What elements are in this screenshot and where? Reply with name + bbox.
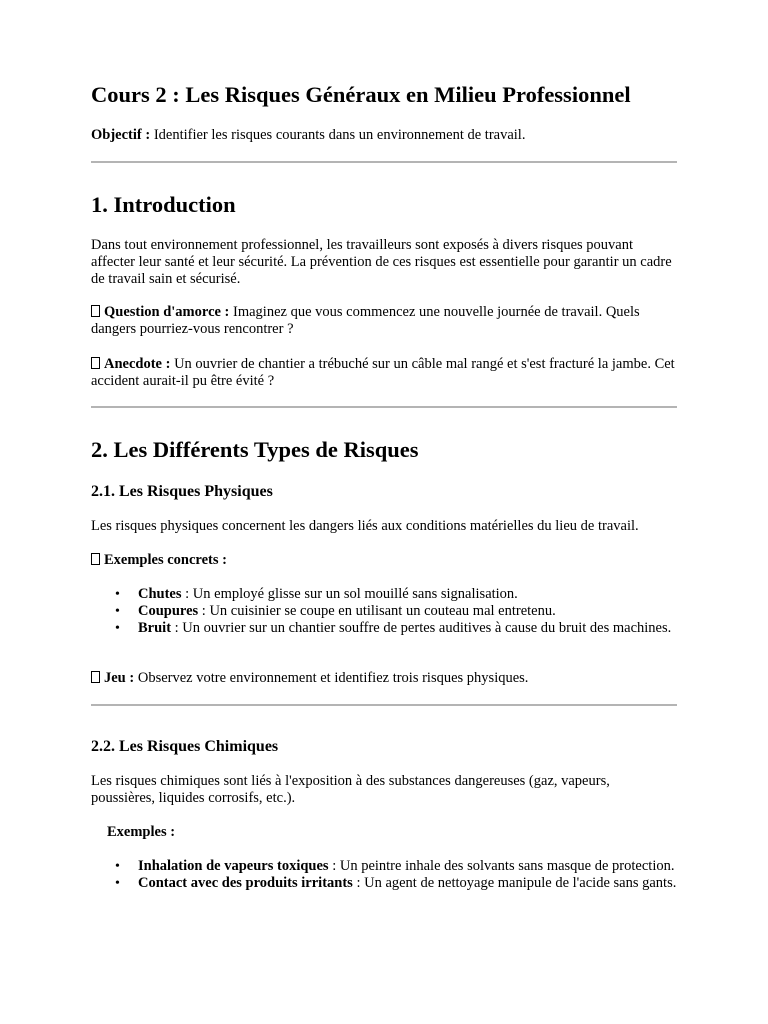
- objective-line: [91, 127, 677, 144]
- section-divider: [91, 161, 677, 163]
- question-label: Question d'amorce :: [104, 304, 230, 320]
- list-item-term: Bruit: [138, 620, 172, 636]
- intro-paragraph: Dans tout environnement professionnel, les travailleurs sont exposés à divers risques pouvant affecter leur santé et leur sécurité. La prévention de ces risques est essentielle pour garantir un cadre de travail sain et sécurisé.: [91, 237, 672, 287]
- chemical-examples-list: [91, 858, 677, 892]
- list-item-term: Inhalation de vapeurs toxiques: [138, 858, 329, 874]
- physical-examples-label: Exemples concrets :: [104, 552, 227, 568]
- physical-examples-label-line: [91, 552, 677, 569]
- list-item-text: : Un employé glisse sur un sol mouillé sans signalisation.: [181, 586, 518, 602]
- list-item-term: Coupures: [138, 603, 199, 619]
- list-item: [91, 603, 677, 620]
- game-icon: [91, 671, 100, 683]
- objective-text: Identifier les risques courants dans un environnement de travail.: [150, 127, 526, 143]
- physical-heading: 2.1. Les Risques Physiques: [91, 483, 273, 500]
- physical-examples-list: [91, 586, 677, 637]
- list-item-text: : Un cuisinier se coupe en utilisant un couteau mal entretenu.: [198, 603, 556, 619]
- question-icon: [91, 305, 100, 317]
- chemical-examples-label: Exemples :: [107, 824, 176, 840]
- types-heading: 2. Les Différents Types de Risques: [91, 437, 419, 462]
- anecdote-icon: [91, 357, 100, 369]
- list-item: [91, 858, 677, 875]
- list-item-text: : Un peintre inhale des solvants sans masque de protection.: [328, 858, 675, 874]
- game-text: Observez votre environnement et identifiez trois risques physiques.: [134, 670, 529, 686]
- game-label: Jeu :: [104, 670, 135, 686]
- list-item-term: Contact avec des produits irritants: [138, 875, 353, 891]
- list-item-term: Chutes: [138, 586, 182, 602]
- anecdote-text: Un ouvrier de chantier a trébuché sur un câble mal rangé et s'est fracturé la jambe. Cet accident aurait-il pu être évité ?: [91, 356, 675, 389]
- game-line: [91, 670, 677, 687]
- list-item-text: : Un ouvrier sur un chantier souffre de pertes auditives à cause du bruit des machines.: [171, 620, 672, 636]
- list-item-text: : Un agent de nettoyage manipule de l'acide sans gants.: [352, 875, 677, 891]
- chemical-examples-label-line: [107, 824, 693, 841]
- question-line: [91, 304, 677, 338]
- list-item: [91, 875, 677, 892]
- anecdote-label: Anecdote :: [104, 356, 171, 372]
- document-title: Cours 2 : Les Risques Généraux en Milieu Professionnel: [91, 82, 631, 107]
- intro-heading: 1. Introduction: [91, 192, 236, 217]
- chemical-paragraph: Les risques chimiques sont liés à l'exposition à des substances dangereuses (gaz, vapeurs, poussières, liquides corrosifs, etc.).: [91, 773, 610, 806]
- list-item: [91, 586, 677, 603]
- section-divider: [91, 704, 677, 706]
- list-item: [91, 620, 677, 637]
- question-text: Imaginez que vous commencez une nouvelle journée de travail. Quels dangers pourriez-vous rencontrer ?: [91, 304, 640, 337]
- objective-label: Objectif :: [91, 127, 151, 143]
- physical-paragraph: Les risques physiques concernent les dangers liés aux conditions matérielles du lieu de travail.: [91, 518, 639, 534]
- examples-icon: [91, 553, 100, 565]
- section-divider: [91, 406, 677, 408]
- chemical-heading: 2.2. Les Risques Chimiques: [91, 738, 279, 755]
- anecdote-line: [91, 356, 677, 390]
